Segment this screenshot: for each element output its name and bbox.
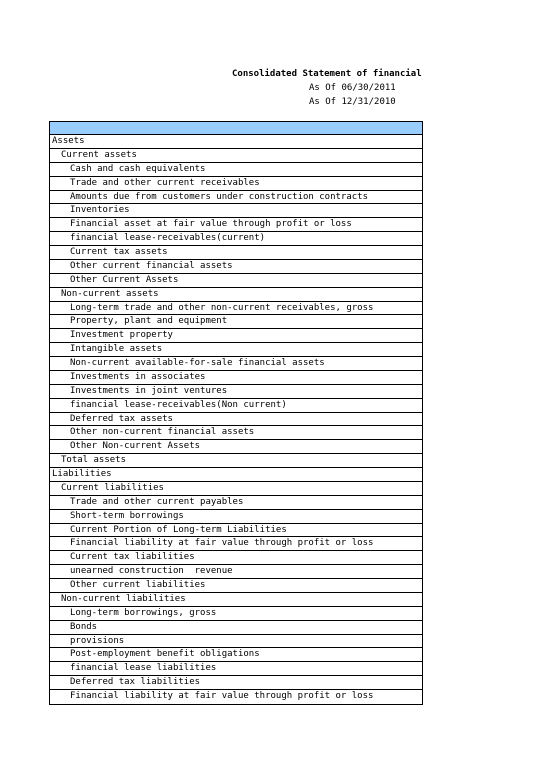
line-item: Amounts due from customers under construction contracts: [50, 191, 422, 205]
statement-title: Consolidated Statement of financial: [232, 69, 422, 79]
line-item: Post-employment benefit obligations: [50, 648, 422, 662]
line-item: Trade and other current receivables: [50, 177, 422, 191]
line-item: Property, plant and equipment: [50, 315, 422, 329]
line-item: Other non-current financial assets: [50, 426, 422, 440]
line-item: Trade and other current payables: [50, 496, 422, 510]
line-item: Cash and cash equivalents: [50, 163, 422, 177]
line-item: Intangible assets: [50, 343, 422, 357]
line-item: unearned construction revenue: [50, 565, 422, 579]
line-item: Other current liabilities: [50, 579, 422, 593]
line-item: Investment property: [50, 329, 422, 343]
line-item: Investments in associates: [50, 371, 422, 385]
period-date-prior: As Of 12/31/2010: [309, 97, 396, 107]
line-item: Non-current available-for-sale financial assets: [50, 357, 422, 371]
line-item: Total assets: [50, 454, 422, 468]
line-item: provisions: [50, 635, 422, 649]
line-item: Short-term borrowings: [50, 510, 422, 524]
line-item: Bonds: [50, 621, 422, 635]
line-item: Other current financial assets: [50, 260, 422, 274]
line-item: Current liabilities: [50, 482, 422, 496]
line-item: financial lease-receivables(Non current): [50, 399, 422, 413]
line-item: Other Current Assets: [50, 274, 422, 288]
line-item: financial lease liabilities: [50, 662, 422, 676]
line-item: financial lease-receivables(current): [50, 232, 422, 246]
column-header-band: [50, 121, 422, 135]
statement-rows: [50, 135, 422, 704]
line-item: Long-term borrowings, gross: [50, 607, 422, 621]
line-item: Financial asset at fair value through profit or loss: [50, 218, 422, 232]
line-item: Financial liability at fair value through profit or loss: [70, 691, 374, 701]
line-item: Current tax assets: [50, 246, 422, 260]
line-item: Financial liability at fair value through profit or loss: [50, 537, 422, 551]
period-date-current: As Of 06/30/2011: [309, 83, 396, 93]
line-item: Assets: [50, 135, 422, 149]
line-item: Non-current assets: [50, 288, 422, 302]
line-item: Current tax liabilities: [50, 551, 422, 565]
line-item: Inventories: [50, 204, 422, 218]
line-item: Long-term trade and other non-current receivables, gross: [50, 302, 422, 316]
line-item: Non-current liabilities: [50, 593, 422, 607]
line-item: Liabilities: [50, 468, 422, 482]
line-item: Deferred tax liabilities: [50, 676, 422, 690]
line-item: Investments in joint ventures: [50, 385, 422, 399]
line-item: Deferred tax assets: [50, 413, 422, 427]
line-item: Other Non-current Assets: [50, 440, 422, 454]
line-item: Current Portion of Long-term Liabilities: [50, 524, 422, 538]
statement-table: [49, 121, 423, 705]
line-item: Current assets: [50, 149, 422, 163]
